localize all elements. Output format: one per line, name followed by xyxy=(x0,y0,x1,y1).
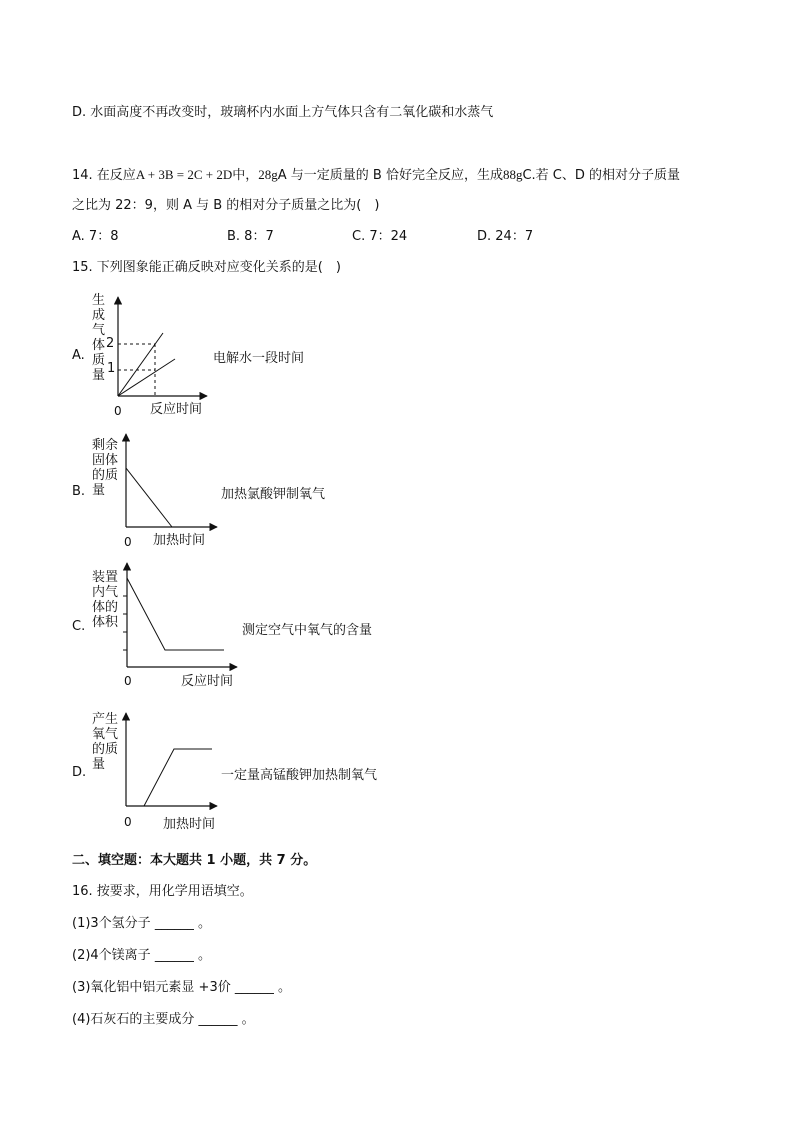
q13-option-d: D. 水面高度不再改变时，玻璃杯内水面上方气体只含有二氧化碳和水蒸气 xyxy=(72,105,494,120)
graph-b-description: 加热氯酸钾制氧气 xyxy=(221,487,326,502)
graph-d-letter: D. xyxy=(72,765,87,780)
graph-d-y-label: 产生 氧气 的质 量 xyxy=(92,712,119,772)
q16-item-3: (3)氧化铝中铝元素显 +3价 ______ 。 xyxy=(72,980,291,995)
q14-option-b: B. 8：7 xyxy=(227,229,274,244)
graph-a-x-label: 反应时间 xyxy=(150,402,203,417)
q14-option-d: D. 24：7 xyxy=(477,229,534,244)
graph-a-description: 电解水一段时间 xyxy=(213,351,305,366)
q14-stem-mid1: 中， xyxy=(232,168,259,183)
q14-stem-prefix: 14. 在反应 xyxy=(72,168,136,183)
q14-option-c: C. 7：24 xyxy=(352,229,408,244)
q14-mass-a: 28g xyxy=(258,167,278,182)
graph-d-x-label: 加热时间 xyxy=(163,817,216,832)
q16-item-4: (4)石灰石的主要成分 ______ 。 xyxy=(72,1012,255,1027)
graph-b-x-label: 加热时间 xyxy=(153,533,206,548)
graph-a-origin: 0 xyxy=(114,404,122,418)
graph-b-y-label: 剩余 固体 的质 量 xyxy=(92,438,119,498)
graph-c-origin: 0 xyxy=(124,674,132,688)
section-heading: 二、填空题：本大题共 1 小题，共 7 分。 xyxy=(72,853,317,868)
q16-stem: 16. 按要求，用化学用语填空。 xyxy=(72,884,253,899)
q14-stem-mid2: A 与一定质量的 B 恰好完全反应，生成 xyxy=(277,168,503,183)
graph-c-description: 测定空气中氧气的含量 xyxy=(242,623,373,638)
graph-c-y-label: 装置 内气 体的 体积 xyxy=(92,570,119,630)
graph-c-x-label: 反应时间 xyxy=(181,674,234,689)
q16-item-2: (2)4个镁离子 ______ 。 xyxy=(72,948,211,963)
graph-d-origin: 0 xyxy=(124,815,132,829)
q16-item-1: (1)3个氢分子 ______ 。 xyxy=(72,916,211,931)
q14-stem-mid3: C.若 C、D 的相对分子质量 xyxy=(522,168,681,183)
q14-option-a: A. 7：8 xyxy=(72,229,119,244)
graph-b-origin: 0 xyxy=(124,535,132,549)
graph-a-tick-1: 1 xyxy=(107,361,116,376)
q14-mass-c: 88g xyxy=(502,167,523,182)
graph-a-letter: A. xyxy=(72,348,85,363)
graph-b-letter: B. xyxy=(72,484,86,499)
graph-c-letter: C. xyxy=(72,619,86,634)
q14-stem-line2: 之比为 22：9，则 A 与 B 的相对分子质量之比为( ) xyxy=(72,198,380,213)
q14-equation: A + 3B = 2C + 2D xyxy=(135,167,233,182)
graph-a-tick-2: 2 xyxy=(106,336,115,351)
graph-d-description: 一定量高锰酸钾加热制氧气 xyxy=(221,768,378,783)
graph-a-y-label: 生 成 气 体 质 量 xyxy=(92,293,106,383)
q15-stem: 15. 下列图象能正确反映对应变化关系的是( ) xyxy=(72,260,341,275)
graph-d-line xyxy=(144,749,212,806)
